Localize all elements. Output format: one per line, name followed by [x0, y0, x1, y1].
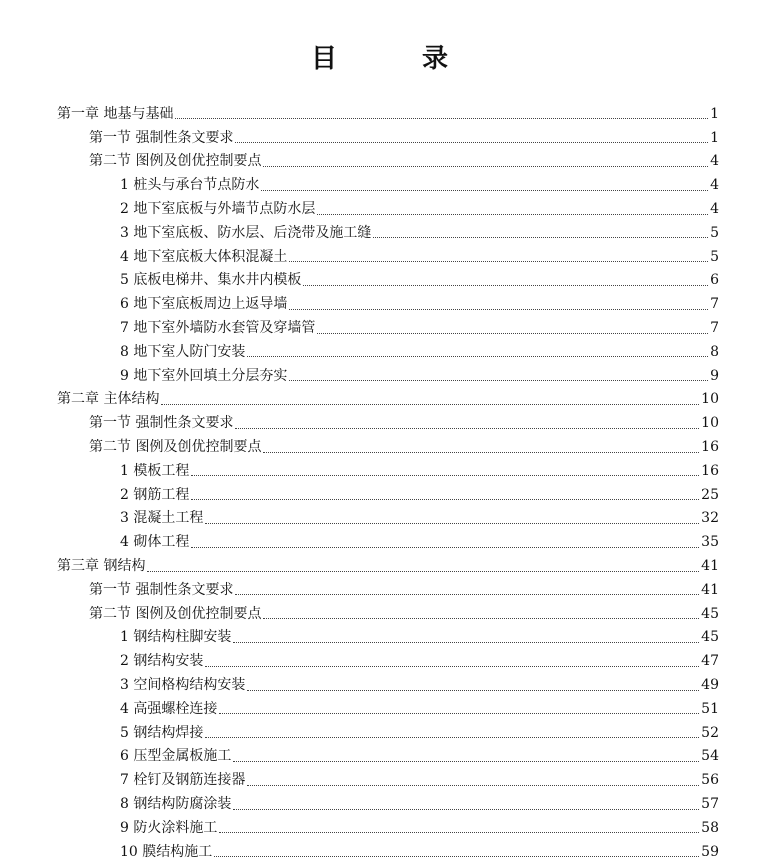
toc-item-entry[interactable] — [0, 697, 779, 721]
toc-entry-title: 4 地下室底板大体积混凝土 — [120, 248, 288, 265]
toc-entry-title: 第二章 主体结构 — [57, 391, 160, 408]
dot-leader — [317, 333, 708, 334]
toc-entry-title: 9 防火涂料施工 — [120, 819, 218, 836]
toc-page-number: 32 — [701, 510, 719, 527]
dot-leader — [191, 547, 699, 548]
toc-page-number: 16 — [701, 439, 719, 456]
toc-item-entry[interactable] — [0, 292, 779, 316]
dot-leader — [205, 523, 699, 524]
toc-item-entry[interactable] — [0, 626, 779, 650]
dot-leader — [147, 571, 699, 572]
dot-leader — [191, 475, 699, 476]
dot-leader — [175, 118, 708, 119]
dot-leader — [235, 428, 699, 429]
toc-item-entry[interactable] — [0, 745, 779, 769]
toc-page-number: 57 — [701, 796, 719, 812]
toc-entry-title: 3 混凝土工程 — [120, 510, 204, 527]
dot-leader — [289, 261, 708, 262]
toc-section-entry[interactable] — [0, 126, 779, 150]
toc-section-entry[interactable] — [0, 411, 779, 435]
dot-leader — [289, 309, 708, 310]
toc-page-number: 25 — [701, 486, 719, 503]
toc-section-entry[interactable] — [0, 435, 779, 459]
toc-page-number: 59 — [701, 843, 719, 860]
toc-entry-title: 9 地下室外回填土分层夯实 — [120, 367, 288, 384]
toc-page-number: 7 — [710, 296, 719, 313]
toc-entry-title: 第二节 图例及创优控制要点 — [89, 153, 262, 170]
toc-entry-title: 1 钢结构柱脚安装 — [120, 629, 232, 646]
toc-entry-title: 2 地下室底板与外墙节点防水层 — [120, 201, 316, 218]
toc-item-entry[interactable] — [0, 340, 779, 364]
toc-entry-title: 8 地下室人防门安装 — [120, 343, 246, 360]
toc-item-entry[interactable] — [0, 483, 779, 507]
toc-entry-title: 7 地下室外墙防水套管及穿墙管 — [120, 320, 316, 337]
toc-entry-title: 10 膜结构施工 — [120, 843, 213, 860]
dot-leader — [247, 356, 708, 357]
dot-leader — [247, 690, 699, 691]
toc-section-entry[interactable] — [0, 602, 779, 626]
dot-leader — [214, 856, 699, 857]
toc-chapter-entry[interactable] — [0, 102, 779, 126]
dot-leader — [233, 809, 699, 810]
toc-item-entry[interactable] — [0, 173, 779, 197]
toc-entry-title: 4 高强螺栓连接 — [120, 700, 218, 717]
toc-page-number: 16 — [701, 462, 719, 479]
toc-page-number: 47 — [701, 653, 719, 670]
toc-page-number: 10 — [701, 415, 719, 432]
toc-entry-title: 1 模板工程 — [120, 462, 190, 479]
toc-page-number: 35 — [701, 534, 719, 551]
dot-leader — [233, 642, 699, 643]
toc-entry-title: 第二节 图例及创优控制要点 — [89, 439, 262, 456]
toc-item-entry[interactable] — [0, 530, 779, 554]
toc-entry-title: 6 压型金属板施工 — [120, 748, 232, 765]
toc-page-number: 51 — [701, 700, 719, 717]
toc-entry-title: 5 底板电梯井、集水井内模板 — [120, 272, 302, 289]
dot-leader — [205, 666, 699, 667]
toc-page-number: 7 — [710, 320, 719, 337]
toc-entry-title: 6 地下室底板周边上返导墙 — [120, 296, 288, 313]
toc-item-entry[interactable] — [0, 816, 779, 840]
toc-page-number: 49 — [701, 677, 719, 694]
toc-page-number: 10 — [701, 391, 719, 408]
dot-leader — [263, 618, 699, 619]
toc-entry-title: 2 钢结构安装 — [120, 653, 204, 670]
toc-chapter-entry[interactable] — [0, 388, 779, 412]
toc-page-number: 4 — [710, 153, 719, 170]
dot-leader — [263, 166, 708, 167]
toc-entry-title: 第一节 强制性条文要求 — [89, 581, 234, 598]
dot-leader — [247, 785, 699, 786]
toc-page-number: 6 — [710, 272, 719, 289]
toc-page-number: 9 — [710, 367, 719, 384]
toc-page-number: 5 — [710, 224, 719, 241]
dot-leader — [161, 404, 699, 405]
toc-page-number: 4 — [710, 177, 719, 194]
toc-chapter-entry[interactable] — [0, 554, 779, 578]
toc-section-entry[interactable] — [0, 150, 779, 174]
toc-item-entry[interactable] — [0, 316, 779, 340]
dot-leader — [263, 452, 699, 453]
toc-item-entry[interactable] — [0, 673, 779, 697]
toc-entry-title: 4 砌体工程 — [120, 534, 190, 551]
dot-leader — [261, 190, 708, 191]
toc-page-number: 41 — [701, 581, 719, 598]
toc-page-number: 58 — [701, 819, 719, 836]
toc-page-number: 56 — [701, 772, 719, 789]
toc-page-number: 45 — [701, 629, 719, 646]
dot-leader — [205, 737, 699, 738]
toc-item-entry[interactable] — [0, 721, 779, 745]
toc-item-entry[interactable] — [0, 459, 779, 483]
toc-page-number: 4 — [710, 201, 719, 218]
toc-entry-title: 2 钢筋工程 — [120, 486, 190, 503]
toc-page-number: 5 — [710, 248, 719, 265]
toc-item-entry[interactable] — [0, 840, 779, 864]
toc-entry-title: 8 钢结构防腐涂装 — [120, 796, 232, 812]
toc-entry-title: 3 空间格构结构安装 — [120, 677, 246, 694]
toc-page-number: 1 — [710, 105, 719, 122]
toc-item-entry[interactable] — [0, 221, 779, 245]
dot-leader — [317, 214, 708, 215]
dot-leader — [219, 832, 699, 833]
toc-entry-title: 5 钢结构焊接 — [120, 724, 204, 741]
dot-leader — [219, 713, 699, 714]
toc-entry-title: 第一章 地基与基础 — [57, 105, 174, 122]
dot-leader — [191, 499, 699, 500]
toc-item-entry[interactable] — [0, 269, 779, 293]
toc-entry-title: 第一节 强制性条文要求 — [89, 129, 234, 146]
toc-entry-title: 第一节 强制性条文要求 — [89, 415, 234, 432]
toc-entry-title: 1 桩头与承台节点防水 — [120, 177, 260, 194]
toc-page-number: 41 — [701, 558, 719, 575]
table-of-contents — [0, 102, 779, 864]
dot-leader — [233, 761, 699, 762]
toc-item-entry[interactable] — [0, 507, 779, 531]
toc-item-entry[interactable] — [0, 792, 779, 816]
toc-entry-title: 3 地下室底板、防水层、后浇带及施工缝 — [120, 224, 372, 241]
dot-leader — [303, 285, 708, 286]
dot-leader — [235, 594, 699, 595]
toc-section-entry[interactable] — [0, 578, 779, 602]
toc-page-number: 45 — [701, 605, 719, 622]
toc-entry-title: 7 栓钉及钢筋连接器 — [120, 772, 246, 789]
dot-leader — [373, 237, 708, 238]
page-title: 目 录 — [310, 44, 487, 74]
dot-leader — [289, 380, 708, 381]
toc-item-entry[interactable] — [0, 768, 779, 792]
dot-leader — [235, 142, 708, 143]
toc-entry-title: 第三章 钢结构 — [57, 558, 146, 575]
toc-page-number: 52 — [701, 724, 719, 741]
toc-item-entry[interactable] — [0, 245, 779, 269]
toc-item-entry[interactable] — [0, 649, 779, 673]
toc-item-entry[interactable] — [0, 197, 779, 221]
toc-page-number: 1 — [710, 129, 719, 146]
toc-item-entry[interactable] — [0, 364, 779, 388]
toc-page-number: 54 — [701, 748, 719, 765]
toc-page-number: 8 — [710, 343, 719, 360]
toc-entry-title: 第二节 图例及创优控制要点 — [89, 605, 262, 622]
